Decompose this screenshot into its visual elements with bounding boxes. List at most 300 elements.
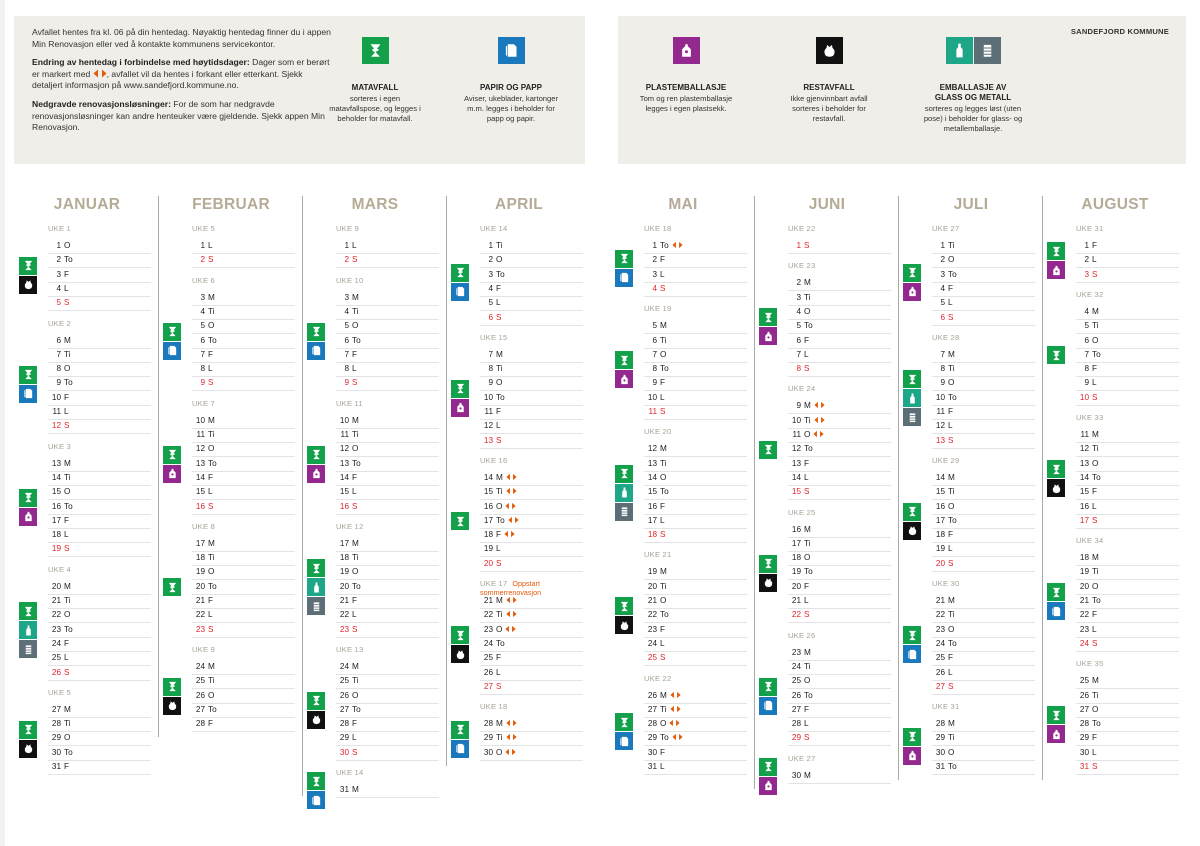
day-row (644, 269, 747, 283)
weekday: L (352, 610, 357, 620)
day-number: 3 (652, 269, 657, 279)
changed-day-marker-icon (505, 625, 516, 633)
day-number: 28 (1079, 719, 1089, 729)
day-number: 19 (791, 567, 801, 577)
day-row (192, 566, 295, 580)
day-number: 30 (51, 747, 61, 757)
day-number: 8 (200, 364, 205, 374)
day-row (336, 595, 439, 609)
day-row (644, 624, 747, 638)
day-row (1076, 458, 1179, 472)
day-number: 19 (195, 567, 205, 577)
day-row (480, 254, 583, 268)
day-row (788, 486, 891, 500)
weekday: Ti (660, 581, 667, 591)
day-number: 7 (652, 349, 657, 359)
weekday: O (496, 624, 503, 634)
day-number: 4 (56, 283, 61, 293)
day-row (336, 624, 439, 638)
weekday: S (660, 283, 666, 293)
day-row (788, 458, 891, 472)
info-underground (32, 99, 332, 134)
day-number: 6 (652, 335, 657, 345)
weekday: L (660, 762, 665, 771)
day-number: 16 (1079, 501, 1089, 511)
day-number: 26 (1079, 690, 1089, 700)
day-row (480, 269, 583, 283)
weekday: L (948, 544, 953, 554)
weekday: L (804, 472, 809, 482)
day-number: 17 (195, 538, 205, 548)
day-row (1076, 704, 1179, 718)
day-number: 7 (1084, 349, 1089, 359)
day-row (480, 681, 583, 695)
day-row (192, 661, 295, 675)
weekday: S (804, 733, 810, 743)
day-row (48, 515, 151, 529)
matavfall-icon (1047, 706, 1065, 724)
weekday: To (208, 458, 217, 468)
day-number: 22 (195, 610, 205, 620)
day-number: 8 (344, 364, 349, 374)
weekday: S (208, 255, 214, 265)
weekday: F (1092, 733, 1098, 743)
day-row (932, 652, 1035, 666)
day-row (336, 415, 439, 429)
weekday: O (948, 624, 955, 634)
weekday: O (804, 430, 811, 439)
week-label: UKE 6 (192, 275, 215, 285)
day-row (480, 558, 583, 572)
day-row (480, 349, 583, 363)
weekday: F (948, 407, 954, 416)
weekday: O (804, 676, 811, 686)
day-number: 6 (796, 335, 801, 345)
week-label: UKE 16 (480, 455, 508, 465)
day-row (1076, 254, 1179, 268)
day-row (48, 240, 151, 254)
weekday: L (1092, 624, 1097, 634)
day-row (644, 581, 747, 595)
weekday: To (948, 269, 957, 279)
day-number: 11 (196, 430, 205, 439)
metall-icon (19, 640, 37, 658)
legend-desc: Ikke gjenvinnbart avfall sorteres i beholder for restavfall. (790, 94, 868, 124)
day-row (932, 595, 1035, 609)
day-row (644, 704, 747, 718)
day-row (48, 704, 151, 718)
weekday: O (660, 472, 667, 482)
legend-desc: sorteres i egen matavfallspose, og legges i beholder for matavfall. (329, 94, 421, 124)
week-label: UKE 9 (192, 644, 215, 654)
day-number: 5 (200, 321, 205, 331)
day-row (48, 254, 151, 268)
weekday: F (496, 283, 502, 293)
weekday: F (352, 472, 358, 482)
day-number: 24 (791, 661, 801, 671)
day-number: 9 (200, 378, 205, 388)
day-row (1076, 690, 1179, 704)
weekday: S (948, 681, 954, 691)
papir-icon (903, 645, 921, 663)
day-number: 25 (195, 676, 205, 686)
day-row (480, 718, 583, 732)
day-number: 13 (647, 458, 657, 468)
day-number: 30 (935, 747, 945, 757)
day-row (192, 501, 295, 515)
weekday: M (208, 538, 215, 548)
day-number: 10 (483, 392, 493, 402)
day-row (336, 292, 439, 306)
column-divider (302, 196, 303, 796)
changed-day-marker-icon (506, 610, 517, 618)
day-row (48, 349, 151, 363)
day-row (480, 363, 583, 377)
weekday: F (352, 596, 358, 605)
legend-restavfall (769, 37, 889, 125)
restavfall-icon (451, 645, 469, 663)
restavfall-icon (307, 711, 325, 729)
day-row (788, 240, 891, 254)
day-row (932, 472, 1035, 486)
day-number: 15 (339, 487, 349, 497)
weekday: M (352, 785, 359, 794)
day-number: 19 (647, 567, 657, 577)
restavfall-icon (615, 616, 633, 634)
column-divider (898, 196, 899, 780)
weekday: O (1092, 704, 1099, 714)
weekday: Ti (948, 733, 955, 743)
day-number: 11 (648, 407, 657, 416)
weekday: L (948, 421, 953, 431)
month-name: MAI (668, 196, 698, 213)
weekday: F (208, 349, 214, 359)
week-label: UKE 27 (932, 224, 960, 233)
weekday: O (64, 610, 71, 620)
day-row (192, 690, 295, 704)
matavfall-icon (163, 678, 181, 696)
day-number: 2 (200, 255, 205, 265)
day-row (48, 269, 151, 283)
day-number: 16 (647, 501, 657, 511)
weekday: L (496, 667, 501, 677)
day-number: 25 (483, 653, 493, 663)
matavfall-icon (19, 489, 37, 507)
weekday: Ti (64, 472, 71, 482)
weekday: Ti (948, 241, 955, 250)
legend-desc: Aviser, ukeblader, kartonger m.m. legges i beholder for papp og papir. (464, 94, 558, 124)
column-divider (446, 196, 447, 766)
weekday: To (64, 378, 73, 388)
day-number: 1 (652, 241, 657, 250)
weekday: Ti (1092, 567, 1099, 577)
day-number: 16 (339, 501, 349, 511)
day-row (932, 363, 1035, 377)
weekday: L (1092, 747, 1097, 757)
week-label: UKE 22 (644, 673, 672, 683)
day-row (932, 761, 1035, 775)
weekday: O (496, 378, 503, 388)
weekday: Ti (208, 553, 215, 563)
weekday: M (804, 401, 811, 411)
day-row (932, 392, 1035, 406)
day-number: 10 (195, 415, 205, 425)
day-row (932, 718, 1035, 732)
weekday: To (496, 515, 505, 525)
weekday: To (948, 762, 957, 771)
week-label: UKE 13 (336, 644, 364, 654)
papir-icon (307, 791, 325, 809)
weekday: O (948, 747, 955, 757)
day-row (192, 320, 295, 334)
plast-icon (673, 37, 700, 64)
day-row (192, 472, 295, 486)
weekday: Ti (660, 335, 667, 345)
day-number: 1 (56, 241, 61, 250)
day-row (192, 486, 295, 500)
plast-icon (759, 327, 777, 345)
weekday: To (948, 638, 957, 648)
weekday: L (352, 241, 357, 250)
day-row (788, 690, 891, 704)
day-number: 7 (796, 349, 801, 359)
weekday: S (948, 312, 954, 322)
week-label: UKE 31 (932, 702, 960, 712)
weekday: M (660, 321, 667, 331)
weekday: To (208, 704, 217, 714)
day-row (644, 458, 747, 472)
weekday: S (948, 435, 954, 445)
week-label: UKE 34 (1076, 536, 1104, 546)
day-number: 20 (1079, 581, 1089, 591)
day-number: 4 (344, 306, 349, 316)
day-row (644, 254, 747, 268)
day-row (336, 690, 439, 704)
day-row (932, 420, 1035, 434)
day-number: 21 (51, 596, 61, 605)
info-holiday-text-a: Dager som er berørt er markert med (32, 57, 330, 79)
day-row (788, 566, 891, 580)
weekday: To (948, 392, 957, 402)
info-panel-left (14, 16, 585, 164)
weekday: L (1092, 255, 1097, 265)
weekday: To (352, 335, 361, 345)
restavfall-icon (903, 522, 921, 540)
day-number: 5 (56, 298, 61, 308)
weekday: M (1092, 430, 1099, 439)
weekday: To (1092, 596, 1101, 605)
day-number: 5 (652, 321, 657, 331)
day-number: 7 (344, 349, 349, 359)
week-label: UKE 33 (1076, 413, 1104, 422)
metall-icon (974, 37, 1001, 64)
papir-icon (451, 740, 469, 758)
day-row (932, 558, 1035, 572)
day-number: 28 (195, 719, 205, 729)
day-row (48, 501, 151, 515)
day-number: 1 (940, 241, 945, 250)
weekday: Ti (64, 719, 71, 729)
day-row (932, 747, 1035, 761)
month-name: JUNI (808, 196, 846, 213)
weekday: L (660, 638, 665, 648)
day-number: 2 (1084, 255, 1089, 265)
week-note: Oppstart sommerrenovasjon (480, 579, 542, 597)
day-row (192, 349, 295, 363)
day-row (336, 306, 439, 320)
day-number: 21 (791, 596, 801, 605)
weekday: Ti (352, 553, 359, 563)
day-number: 27 (51, 704, 61, 714)
weekday: F (496, 530, 502, 540)
day-row (1076, 761, 1179, 775)
day-row (788, 647, 891, 661)
weekday: To (1092, 719, 1101, 729)
day-number: 19 (51, 544, 61, 554)
matavfall-icon (307, 446, 325, 464)
day-row (48, 718, 151, 732)
weekday: S (660, 407, 666, 416)
day-row (192, 595, 295, 609)
weekday: S (1092, 762, 1098, 771)
week-label: UKE 10 (336, 275, 364, 285)
restavfall-icon (816, 37, 843, 64)
day-row (644, 320, 747, 334)
day-row (788, 277, 891, 291)
weekday: F (660, 747, 666, 757)
day-row (1076, 609, 1179, 623)
day-row (788, 429, 891, 443)
weekday: S (804, 241, 810, 250)
day-number: 30 (483, 747, 493, 757)
plast-icon (1047, 261, 1065, 279)
week-label: UKE 28 (932, 332, 960, 342)
matavfall-icon (307, 559, 325, 577)
weekday: S (64, 421, 70, 431)
day-number: 10 (647, 392, 657, 402)
weekday: L (208, 487, 213, 497)
day-number: 24 (935, 638, 945, 648)
week-label: UKE 25 (788, 507, 816, 517)
weekday: F (1092, 364, 1098, 374)
weekday: O (496, 747, 503, 757)
day-row (932, 543, 1035, 557)
day-number: 28 (339, 719, 349, 729)
day-row (644, 406, 747, 420)
day-row (336, 458, 439, 472)
day-number: 12 (791, 444, 801, 454)
day-row (932, 681, 1035, 695)
day-row (48, 732, 151, 746)
weekday: L (804, 719, 809, 729)
day-row (480, 609, 583, 623)
day-row (336, 363, 439, 377)
day-number: 3 (796, 292, 801, 302)
day-number: 25 (791, 676, 801, 686)
weekday: Ti (496, 733, 503, 743)
day-number: 31 (339, 785, 349, 794)
day-number: 23 (1079, 624, 1089, 634)
day-number: 24 (647, 638, 657, 648)
day-number: 23 (483, 624, 493, 634)
day-number: 29 (1079, 733, 1089, 743)
glass-icon (19, 621, 37, 639)
day-row (932, 240, 1035, 254)
weekday: F (948, 530, 954, 540)
day-number: 12 (483, 421, 493, 431)
weekday: M (660, 444, 667, 454)
day-number: 6 (1084, 335, 1089, 345)
legend-title: PLASTEMBALLASJE (645, 83, 727, 92)
week-label: UKE 3 (48, 441, 71, 451)
day-number: 8 (1084, 364, 1089, 374)
day-number: 15 (195, 487, 205, 497)
day-row (336, 704, 439, 718)
weekday: Ti (804, 415, 811, 425)
legend-papir (451, 37, 571, 125)
day-number: 14 (339, 472, 349, 482)
matavfall-icon (615, 465, 633, 483)
restavfall-icon (19, 276, 37, 294)
day-number: 21 (1079, 596, 1089, 605)
day-number: 29 (791, 733, 801, 743)
day-row (1076, 472, 1179, 486)
weekday: S (804, 364, 810, 374)
weekday: S (64, 544, 70, 554)
day-row (644, 690, 747, 704)
day-number: 11 (52, 407, 61, 416)
day-row (788, 595, 891, 609)
day-number: 6 (488, 312, 493, 322)
day-row (1076, 363, 1179, 377)
weekday: L (352, 364, 357, 374)
day-row (1076, 624, 1179, 638)
weekday: F (64, 638, 70, 648)
weekday: To (1092, 472, 1101, 482)
weekday: S (804, 610, 810, 620)
weekday: To (660, 364, 669, 374)
matavfall-icon (615, 597, 633, 615)
changed-day-marker-icon (506, 487, 517, 495)
weekday: F (660, 378, 666, 388)
day-row (48, 297, 151, 311)
day-number: 4 (796, 306, 801, 316)
day-number: 25 (935, 653, 945, 663)
weekday: O (208, 444, 215, 454)
day-row (192, 718, 295, 732)
day-row (788, 770, 891, 784)
day-row (788, 661, 891, 675)
weekday: Ti (1092, 321, 1099, 331)
day-number: 28 (483, 719, 493, 729)
weekday: O (1092, 458, 1099, 468)
day-row (932, 609, 1035, 623)
matavfall-icon (1047, 346, 1065, 364)
day-row (480, 732, 583, 746)
weekday: O (496, 501, 503, 511)
day-number: 14 (51, 472, 61, 482)
weekday: S (208, 501, 214, 511)
day-number: 22 (339, 610, 349, 620)
week-label: UKE 4 (48, 564, 71, 574)
day-number: 23 (51, 624, 61, 634)
weekday: F (660, 501, 666, 511)
weekday: O (1092, 581, 1099, 591)
day-row (192, 458, 295, 472)
weekday: Ti (64, 596, 71, 605)
weekday: Ti (208, 430, 215, 439)
weekday: To (804, 444, 813, 454)
